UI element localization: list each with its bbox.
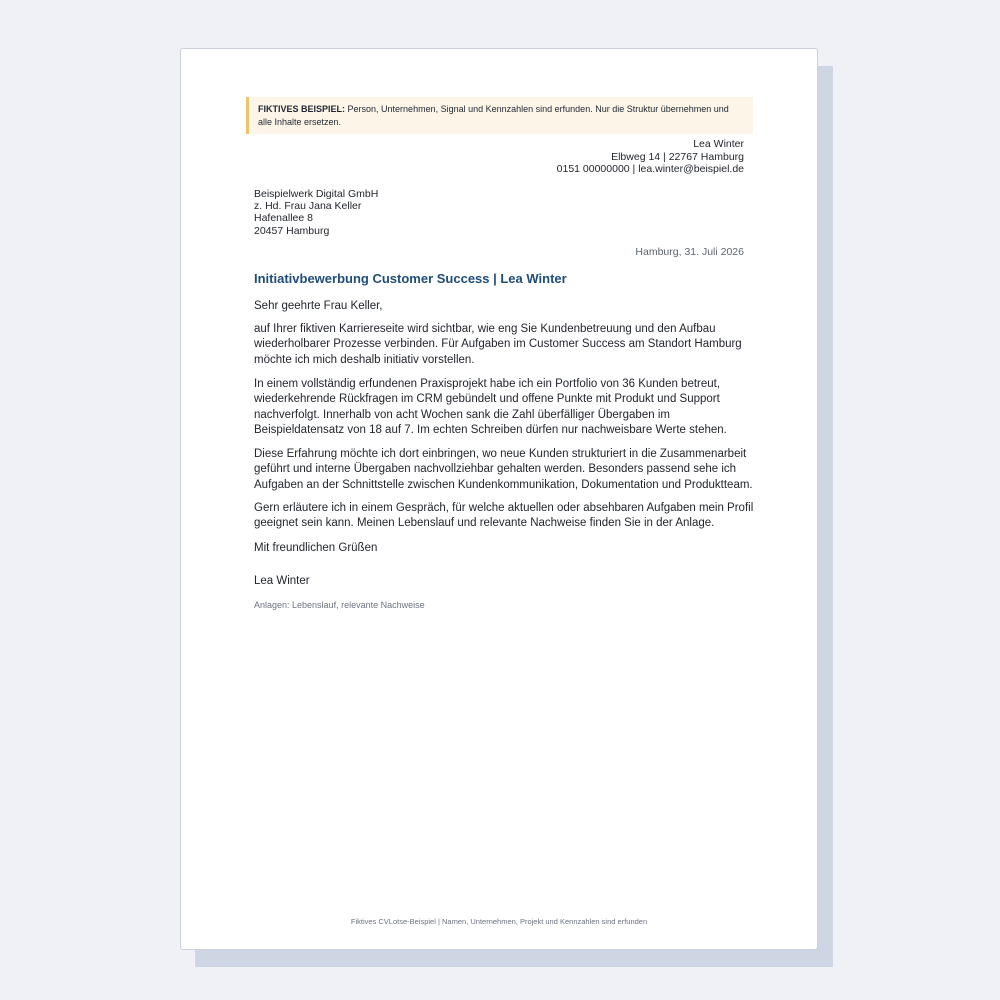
sender-name: Lea Winter bbox=[693, 138, 744, 150]
sender-address: Elbweg 14 | 22767 Hamburg bbox=[611, 150, 744, 163]
body-paragraph: In einem vollständig erfundenen Praxisprojekt habe ich ein Portfolio von 36 Kunden betreut, wiederkehrende Rückfragen im CRM gebündelt und offene Punkte mit Produkt und Support nachverfolgt. Innerhalb von acht Wochen sank die Zahl überfälliger Übergaben im Beispieldatensatz von 18 auf 7. Im echten Schreiben dürfen nur nachweisbare Werte stehen. bbox=[254, 378, 727, 436]
body-paragraph: auf Ihrer fiktiven Karriereseite wird sichtbar, wie eng Sie Kundenbetreuung und den Aufbau wiederholbarer Prozesse verbinden. Für Aufgaben im Customer Success am Standort Hamburg möchte ich mich deshalb initiativ vorstellen. bbox=[254, 323, 742, 366]
closing-phrase: Mit freundlichen Grüßen bbox=[254, 542, 378, 554]
recipient-company: Beispielwerk Digital GmbH bbox=[254, 188, 379, 200]
notice-label: FIKTIVES BEISPIEL: bbox=[258, 104, 346, 114]
body-paragraph: Diese Erfahrung möchte ich dort einbringen, wo neue Kunden strukturiert in die Zusammenarbeit geführt und interne Übergaben nachvollziehbar gehalten werden. Besonders passend sehe ich Aufgaben an der Schnittstelle zwischen Kundenkommunikation, Dokumentation und Produktteam. bbox=[254, 448, 753, 491]
body-paragraph: Gern erläutere ich in einem Gespräch, für welche aktuellen oder absehbaren Aufgaben mein Profil geeignet sein kann. Meinen Lebenslauf und relevante Nachweise finden Sie in der Anlage. bbox=[254, 502, 754, 530]
notice-text: Person, Unternehmen, Signal und Kennzahlen sind erfunden. Nur die Struktur übernehmen und alle Inhalte ersetzen. bbox=[258, 104, 729, 127]
salutation: Sehr geehrte Frau Keller, bbox=[254, 300, 383, 312]
recipient-block bbox=[254, 188, 378, 237]
signature-name: Lea Winter bbox=[254, 575, 310, 587]
recipient-street: Hafenallee 8 bbox=[254, 212, 313, 225]
letter-page bbox=[180, 48, 818, 950]
letter-subject: Initiativbewerbung Customer Success | Lea Winter bbox=[254, 271, 567, 286]
recipient-attention: z. Hd. Frau Jana Keller bbox=[254, 200, 362, 213]
letter-date: Hamburg, 31. Juli 2026 bbox=[635, 246, 744, 258]
fictional-example-notice bbox=[246, 97, 753, 134]
sender-contact: 0151 00000000 | lea.winter@beispiel.de bbox=[556, 163, 744, 175]
page-footer: Fiktives CVLotse-Beispiel | Namen, Unternehmen, Projekt und Kennzahlen sind erfunden bbox=[350, 917, 648, 926]
attachments-line: Anlagen: Lebenslauf, relevante Nachweise bbox=[254, 600, 425, 610]
recipient-city: 20457 Hamburg bbox=[254, 224, 330, 237]
sender-block bbox=[557, 138, 744, 176]
